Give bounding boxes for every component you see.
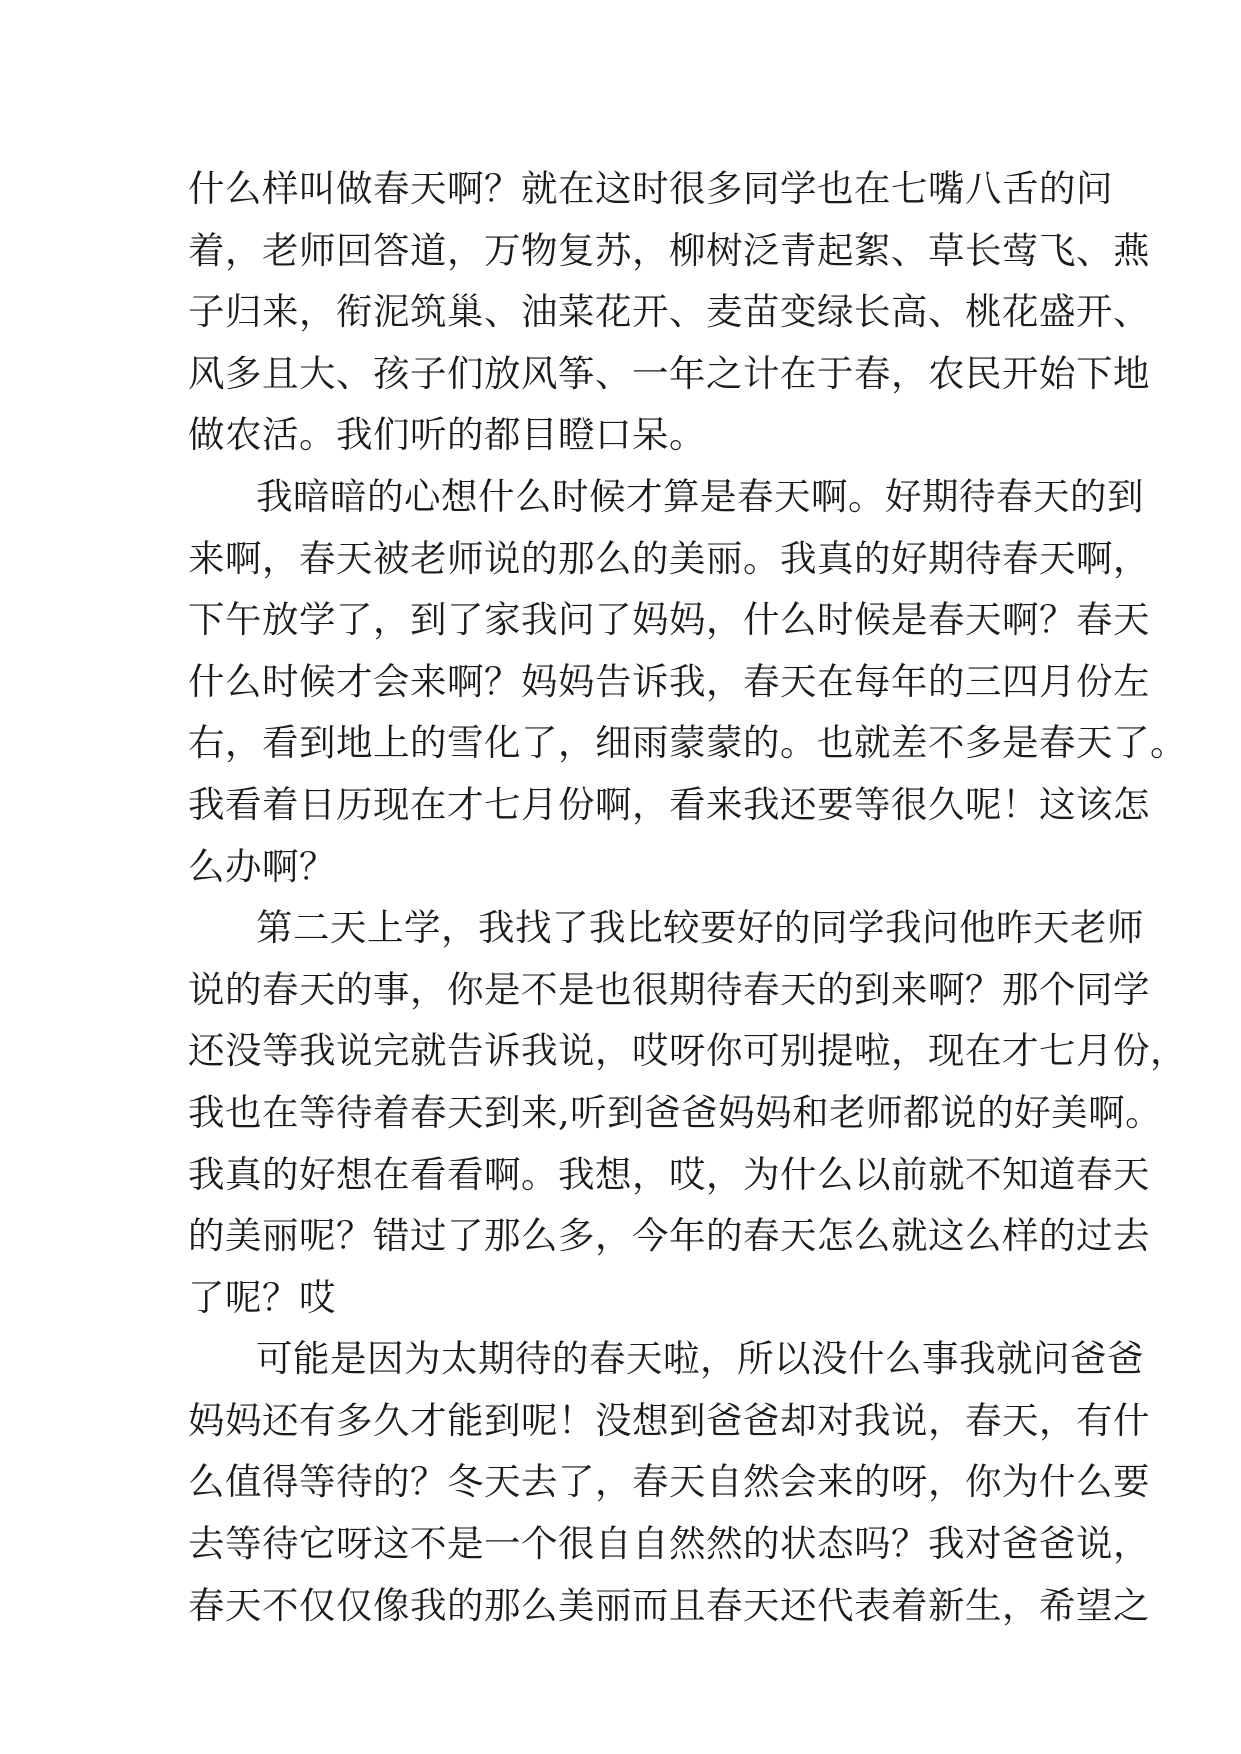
text-line: 下午放学了，到了家我问了妈妈，什么时候是春天啊？春天 [188,598,1150,642]
text-line: 我真的好想在看看啊。我想，哎，为什么以前就不知道春天 [188,1152,1150,1196]
document-body [188,158,1187,1636]
text-line: 子归来，衔泥筑巢、油菜花开、麦苗变绿长高、桃花盛开、 [188,290,1150,334]
text-line: 的美丽呢？错过了那么多，今年的春天怎么就这么样的过去 [188,1214,1150,1258]
text-line: 妈妈还有多久才能到呢！没想到爸爸却对我说，春天，有什 [188,1398,1150,1442]
text-line: 春天不仅仅像我的那么美丽而且春天还代表着新生，希望之 [188,1583,1150,1627]
text-line: 着，老师回答道，万物复苏，柳树泛青起絮、草长莺飞、燕 [188,228,1150,272]
text-line: 说的春天的事，你是不是也很期待春天的到来啊？那个同学 [188,967,1150,1011]
text-line: 么办啊？ [188,844,336,888]
text-line: 风多且大、孩子们放风筝、一年之计在于春，农民开始下地 [188,351,1150,395]
text-line: 么值得等待的？冬天去了，春天自然会来的呀，你为什么要 [188,1460,1150,1504]
paragraph-first-line: 第二天上学，我找了我比较要好的同学我问他昨天老师 [256,906,1144,950]
text-line: 了呢？哎 [188,1275,336,1319]
text-line: 右，看到地上的雪化了，细雨蒙蒙的。也就差不多是春天了。 [188,721,1187,765]
text-line: 去等待它呀这不是一个很自自然然的状态吗？我对爸爸说， [188,1522,1150,1566]
text-line: 我看着日历现在才七月份啊，看来我还要等很久呢！这该怎 [188,782,1150,826]
text-line: 还没等我说完就告诉我说，哎呀你可别提啦，现在才七月份， [188,1029,1187,1073]
text-line: 做农活。我们听的都目瞪口呆。 [188,413,706,457]
paragraph-first-line: 我暗暗的心想什么时候才算是春天啊。好期待春天的到 [256,474,1144,518]
text-line: 我也在等待着春天到来,听到爸爸妈妈和老师都说的好美啊。 [188,1090,1163,1134]
text-line: 什么样叫做春天啊？就在这时很多同学也在七嘴八舌的问 [188,167,1113,210]
text-line: 来啊，春天被老师说的那么的美丽。我真的好期待春天啊， [188,536,1150,580]
paragraph-first-line: 可能是因为太期待的春天啦，所以没什么事我就问爸爸 [256,1337,1144,1381]
text-line: 什么时候才会来啊？妈妈告诉我，春天在每年的三四月份左 [188,659,1150,703]
